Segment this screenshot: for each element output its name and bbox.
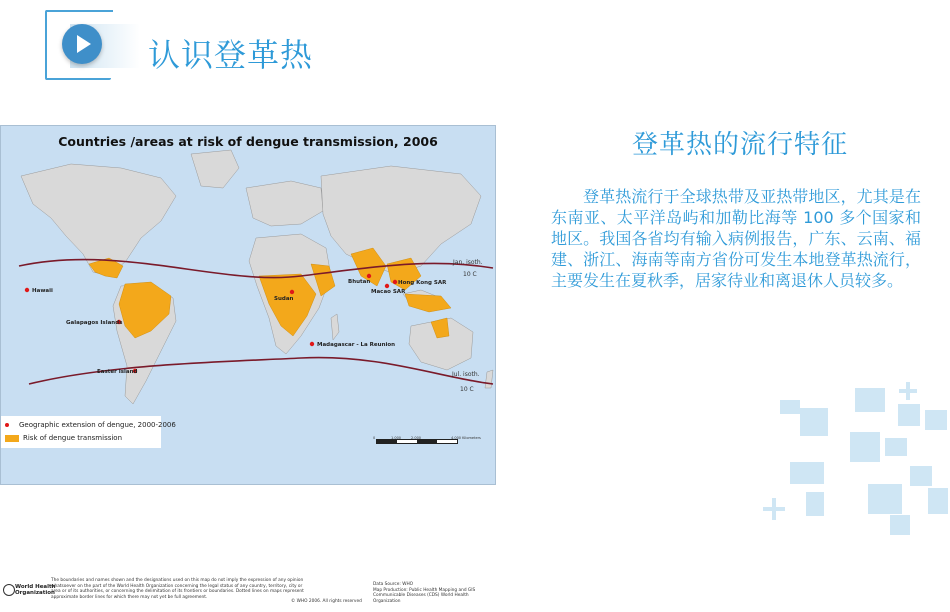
page-title: 认识登革热 — [148, 36, 314, 74]
label-jul-temp: 10 C — [460, 386, 474, 393]
scale-label-3: 4,000 Kilometers — [451, 436, 481, 440]
legend-risk — [5, 434, 122, 442]
point-hawaii — [25, 288, 29, 292]
point-macao — [385, 284, 389, 288]
label-hongkong: Hong Kong SAR — [398, 280, 447, 286]
label-madagascar: Madagascar - La Reunion — [317, 342, 396, 348]
madagascar-land — [331, 314, 339, 340]
scale-label-1: 1,000 — [391, 436, 402, 440]
who-logo-icon — [3, 584, 15, 596]
map-copyright: © WHO 2006. All rights reserved — [291, 599, 362, 604]
label-jan-temp: 10 C — [463, 271, 477, 278]
plus-tiles-icon — [740, 370, 950, 535]
legend-dot-icon — [5, 423, 9, 427]
new-zealand-land — [485, 370, 493, 388]
label-easter-island: Easter Island — [97, 369, 138, 375]
scale-label-2: 2,000 — [411, 436, 422, 440]
map-disclaimer: The boundaries and names shown and the designations used on this map do not imply the expression of any opinion whatsoever on the part of the World Health Organization concerning the legal status of any country, territory, city or area or of its authorities, or concerning the delimitation of its frontiers or boundaries. Dotted lines on maps represent approximate border lines for which there may not yet be full agreement. — [51, 578, 304, 600]
dengue-risk-map — [0, 125, 496, 604]
point-hongkong — [393, 280, 397, 284]
point-madagascar — [310, 342, 314, 346]
scale-label-0: 0 — [373, 436, 376, 440]
who-name-line2: Organization — [15, 590, 55, 596]
label-sudan: Sudan — [274, 296, 294, 302]
greenland-land — [191, 150, 239, 188]
who-name-line1: World Health — [15, 584, 56, 590]
who-name — [15, 584, 56, 596]
legend-geo-extension — [5, 421, 176, 429]
europe-land — [246, 181, 323, 226]
legend-risk-swatch — [5, 435, 19, 442]
risk-indonesia — [405, 294, 451, 312]
map-legend — [1, 416, 176, 448]
label-macao: Macao SAR — [371, 289, 406, 295]
play-button[interactable] — [62, 24, 102, 64]
label-jan-isotherm: Jan. isoth. — [453, 259, 483, 266]
play-icon — [62, 24, 102, 64]
label-jul-isotherm: Jul. isoth. — [452, 371, 480, 378]
asia-land — [321, 166, 481, 274]
label-galapagos: Galapagos Islands — [66, 320, 123, 326]
map-data-source — [373, 582, 493, 604]
point-sudan — [290, 290, 294, 294]
label-bhutan: Bhutan — [348, 279, 371, 285]
label-hawaii: Hawaii — [32, 288, 53, 294]
legend-geo-extension-label: Geographic extension of dengue, 2000-2006 — [19, 421, 176, 429]
department-line: Communicable Diseases (CDS) World Health Organization — [373, 593, 469, 604]
data-source-line: Data Source: WHO — [373, 582, 414, 587]
legend-risk-label: Risk of dengue transmission — [23, 434, 123, 442]
production-line: Map Production: Public Health Mapping and GIS — [373, 587, 476, 593]
map-title: Countries /areas at risk of dengue transmission, 2006 — [58, 134, 438, 149]
section-description: 登革热流行于全球热带及亚热带地区，尤其是在东南亚、太平洋岛屿和加勒比海等 100 多个国家和地区。我国各省均有输入病例报告，广东、云南、福建、浙江、海南等南方省份可发生本地登革热流行，主要发生在夏秋季，居家待业和离退休人员较多。 — [551, 187, 921, 290]
point-bhutan — [367, 274, 371, 278]
map-footer — [1, 576, 495, 612]
section-title: 登革热的流行特征 — [631, 130, 848, 160]
